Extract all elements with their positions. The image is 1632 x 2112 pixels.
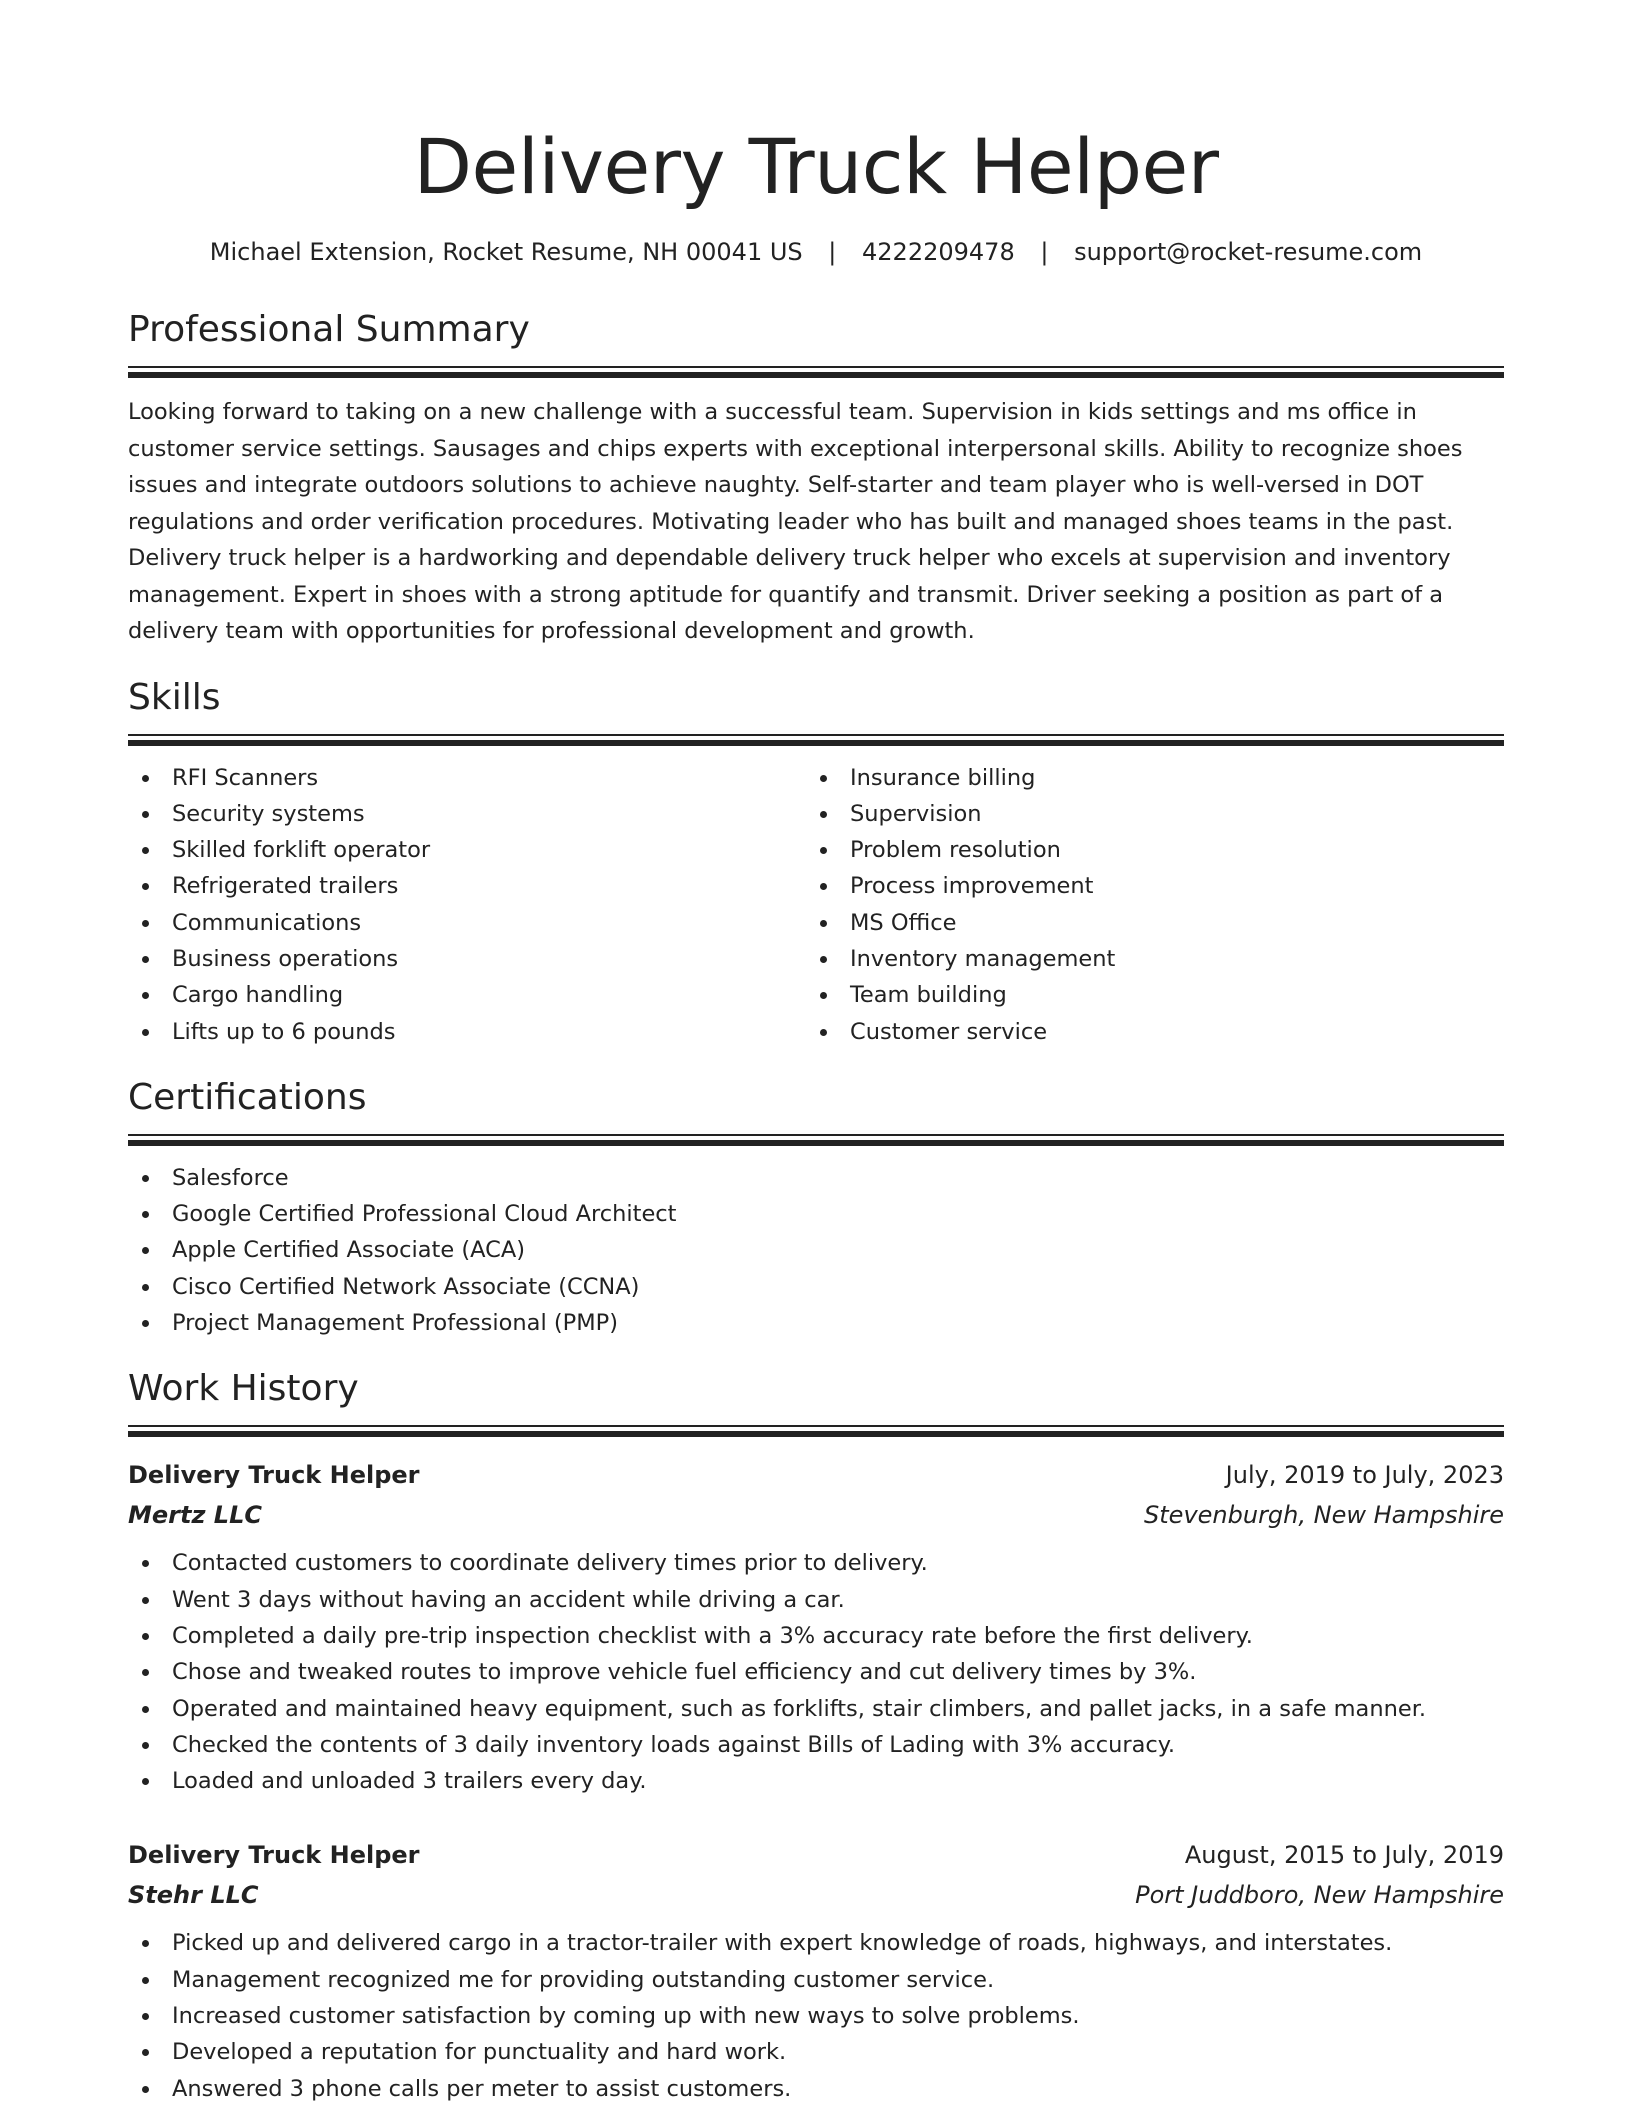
job-header-row <box>128 1455 1504 1495</box>
job-location: Port Juddboro, New Hampshire <box>1135 1881 1504 1910</box>
job-company-row <box>128 1875 1504 1915</box>
skill-item: Insurance billing <box>806 760 1484 796</box>
job-title: Delivery Truck Helper <box>128 1461 420 1490</box>
job-duty-item: Checked the contents of 3 daily inventory loads against Bills of Lading with 3% accuracy. <box>128 1727 1504 1763</box>
section-divider <box>128 734 1504 746</box>
contact-separator: | <box>1040 238 1049 266</box>
job-duty-item: Loaded and unloaded 3 trailers every day. <box>128 1763 1504 1799</box>
skills-list-right <box>806 760 1484 1050</box>
work-history-section <box>128 1367 1504 2107</box>
contact-line <box>128 236 1504 268</box>
job-duty-item: Increased customer satisfaction by coming up with new ways to solve problems. <box>128 1998 1504 2034</box>
certification-item: Apple Certified Associate (ACA) <box>128 1232 1504 1268</box>
skill-item: RFI Scanners <box>128 760 806 796</box>
skills-heading: Skills <box>128 676 221 718</box>
skill-item: Problem resolution <box>806 832 1484 868</box>
skill-item: Team building <box>806 977 1484 1013</box>
job-duty-item: Chose and tweaked routes to improve vehicle fuel efficiency and cut delivery times by 3%. <box>128 1654 1504 1690</box>
resume-page <box>128 0 1504 2107</box>
skill-item: Cargo handling <box>128 977 806 1013</box>
certifications-list <box>128 1160 1504 1341</box>
resume-title: Delivery Truck Helper <box>413 122 1219 211</box>
skill-item: Skilled forklift operator <box>128 832 806 868</box>
skill-item: Communications <box>128 905 806 941</box>
job-company: Stehr LLC <box>128 1881 259 1910</box>
job-location: Stevenburgh, New Hampshire <box>1144 1501 1504 1530</box>
job-duty-item: Went 3 days without having an accident while driving a car. <box>128 1582 1504 1618</box>
skill-item: Process improvement <box>806 868 1484 904</box>
work-history-heading: Work History <box>128 1368 359 1410</box>
section-divider <box>128 1425 1504 1437</box>
certification-item: Project Management Professional (PMP) <box>128 1305 1504 1341</box>
skill-item: Supervision <box>806 796 1484 832</box>
certification-item: Salesforce <box>128 1160 1504 1196</box>
job-company-row <box>128 1495 1504 1535</box>
section-divider <box>128 366 1504 378</box>
job-dates: July, 2019 to July, 2023 <box>1225 1461 1504 1490</box>
contact-separator: | <box>828 238 837 266</box>
certification-item: Google Certified Professional Cloud Architect <box>128 1196 1504 1232</box>
summary-heading: Professional Summary <box>128 309 530 350</box>
certification-item: Cisco Certified Network Associate (CCNA) <box>128 1269 1504 1305</box>
section-divider <box>128 1134 1504 1146</box>
job-duties-list <box>128 1545 1504 1799</box>
job-dates: August, 2015 to July, 2019 <box>1184 1841 1504 1870</box>
skills-grid <box>128 746 1504 1050</box>
job-duty-item: Developed a reputation for punctuality and hard work. <box>128 2034 1504 2070</box>
job-duty-item: Contacted customers to coordinate delivery times prior to delivery. <box>128 1545 1504 1581</box>
skill-item: Business operations <box>128 941 806 977</box>
job-header-row <box>128 1835 1504 1875</box>
skill-item: Inventory management <box>806 941 1484 977</box>
certifications-heading: Certifications <box>128 1076 367 1118</box>
skill-item: Lifts up to 6 pounds <box>128 1014 806 1050</box>
skill-item: MS Office <box>806 905 1484 941</box>
contact-address: Michael Extension, Rocket Resume, NH 00041 US <box>209 238 803 266</box>
job-title: Delivery Truck Helper <box>128 1841 420 1870</box>
summary-text: Looking forward to taking on a new challenge with a successful team. Supervision in kids settings and ms office in customer service settings. Sausages and chips experts with exceptional interpersonal skills. Ability to recognize shoes issues and integrate outdoors solutions to achieve naughty. Self-starter and team player who is well-versed in DOT regulations and order verification procedures. Motivating leader who has built and managed shoes teams in the past. Delivery truck helper is a hardworking and dependable delivery truck helper who excels at supervision and inventory management. Expert in shoes with a strong aptitude for quantify and transmit. Driver seeking a position as part of a delivery team with opportunities for professional development and growth. <box>128 399 1463 644</box>
job-company: Mertz LLC <box>128 1501 262 1530</box>
job-duty-item: Answered 3 phone calls per meter to assist customers. <box>128 2071 1504 2107</box>
job-duty-item: Operated and maintained heavy equipment, such as forklifts, stair climbers, and pallet jacks, in a safe manner. <box>128 1691 1504 1727</box>
skill-item: Refrigerated trailers <box>128 868 806 904</box>
job-entry <box>128 1455 1504 1799</box>
certifications-section <box>128 1076 1504 1341</box>
skill-item: Security systems <box>128 796 806 832</box>
job-duty-item: Management recognized me for providing outstanding customer service. <box>128 1962 1504 1998</box>
job-duties-list <box>128 1925 1504 2106</box>
skills-section <box>128 676 1504 1050</box>
job-entry <box>128 1835 1504 2106</box>
contact-phone: 4222209478 <box>862 238 1015 266</box>
job-duty-item: Picked up and delivered cargo in a tractor-trailer with expert knowledge of roads, highways, and interstates. <box>128 1925 1504 1961</box>
skills-list-left <box>128 760 806 1050</box>
contact-email: support@rocket-resume.com <box>1074 238 1423 266</box>
skill-item: Customer service <box>806 1014 1484 1050</box>
summary-section <box>128 308 1504 650</box>
job-duty-item: Completed a daily pre-trip inspection checklist with a 3% accuracy rate before the first delivery. <box>128 1618 1504 1654</box>
